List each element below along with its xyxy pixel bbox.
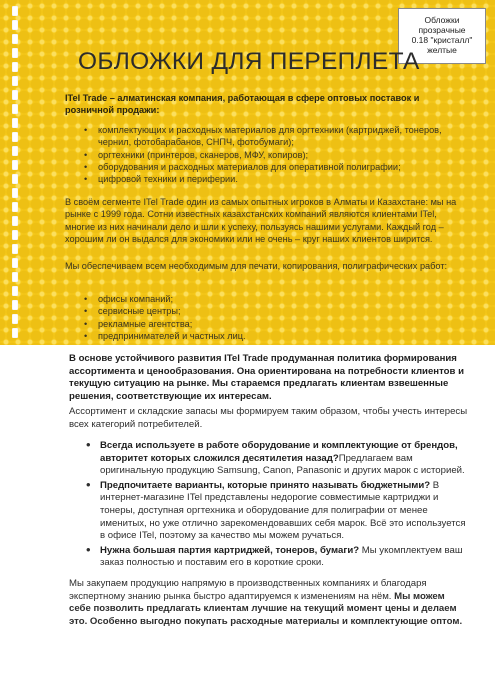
- benefit-question: Нужна большая партия картриджей, тонеров, бумаги?: [100, 544, 360, 556]
- benefit-question: Предпочитаете варианты, которые принято называть бюджетными?: [100, 479, 431, 491]
- sticker-line-2: прозрачные: [418, 25, 466, 35]
- sticker-line-1: Обложки: [424, 15, 460, 25]
- binding-hole: [12, 202, 18, 212]
- binding-hole: [12, 160, 18, 170]
- binding-hole: [12, 230, 18, 240]
- binding-hole: [12, 188, 18, 198]
- benefit-answer: Мы укомплектуем ваш заказ полностью и поставим его в короткие сроки.: [100, 544, 463, 569]
- sticker-line-4: желтые: [427, 45, 457, 55]
- list-item: [86, 440, 468, 478]
- closing-paragraph: [69, 578, 469, 628]
- binding-hole: [12, 90, 18, 100]
- benefit-question: Всегда используете в работе оборудование и комплектующие от брендов, авторитет которых сложился десятилетия назад?: [100, 440, 458, 464]
- binding-hole: [12, 34, 18, 44]
- binding-hole: [12, 20, 18, 30]
- assortment-paragraph: Ассортимент и складские запасы мы формируем таким образом, чтобы учесть интересы всех категорий потребителей.: [69, 406, 468, 430]
- benefits-list: [86, 440, 468, 572]
- list-item: [86, 545, 468, 570]
- binding-hole: [12, 146, 18, 156]
- binding-hole: [12, 76, 18, 86]
- binding-hole: [12, 286, 18, 296]
- segment-paragraph: В своём сегменте ITel Trade один из самых опытных игроков в Алматы и Казахстане: мы на рынке с 1999 года. Сотни известных казахстанских компаний являются клиентами ITel, многие из них начинали дело и шли к успеху, пользуясь нашими услугами. Каждый год – хорошим ли он выдался для экономики или не очень – круг наших клиентов ширится.: [65, 197, 457, 244]
- binding-hole: [12, 272, 18, 282]
- list-item: • сервисные центры;: [84, 305, 464, 317]
- intro-paragraph: [65, 92, 465, 117]
- binding-hole: [12, 6, 18, 16]
- binding-hole: [12, 104, 18, 114]
- list-item: • комплектующих и расходных материалов для оргтехники (картриджей, тонеров, чернил, фотобарабанов, СНПЧ, фотобумаги);: [84, 124, 464, 149]
- binding-holes: [12, 6, 19, 346]
- provide-list: [84, 293, 464, 342]
- list-item: • офисы компаний;: [84, 293, 464, 305]
- sticker-line-3: 0.18 "кристалл": [411, 35, 473, 45]
- closing-text: Мы закупаем продукцию напрямую в производственных компаниях и благодаря экспертному знанию рынка быстро адаптируемся к изменениям на нём.: [69, 578, 427, 602]
- binding-hole: [12, 300, 18, 310]
- binding-hole: [12, 258, 18, 268]
- benefit-answer: Предлагаем вам оригинальную продукцию Samsung, Canon, Panasonic и других марок с историей.: [100, 452, 465, 477]
- list-item: • оргтехники (принтеров, сканеров, МФУ, копиров);: [84, 149, 464, 161]
- closing-bold-text: Мы можем себе позволить предлагать клиентам лучшие на текущий момент цены и делаем это. Особенно выгодно покупать расходные материалы и комплектующие оптом.: [69, 590, 463, 627]
- binding-hole: [12, 328, 18, 338]
- intro-list: [84, 124, 464, 185]
- binding-hole: [12, 118, 18, 128]
- list-item: [86, 480, 468, 543]
- policy-paragraph: В основе устойчивого развития ITel Trade продуманная политика формирования ассортимента и ценообразования. Она ориентирована на потребности клиентов и текущую ситуацию на рынке. Мы стараемся предлагать клиентам взвешенные решения, соответствующие их интересам.: [69, 353, 464, 402]
- binding-hole: [12, 244, 18, 254]
- page-title: ОБЛОЖКИ ДЛЯ ПЕРЕПЛЕТА: [78, 48, 420, 75]
- benefit-answer: В интернет-магазине ITel представлены недорогие совместимые картриджи и тонеры, доступная оргтехника и оборудование для полиграфии от менее именитых, но уже отлично зарекомендовавших себя марок. Всё это используется в офисе ITel, поэтому за качество мы можем ручаться.: [100, 479, 466, 542]
- binding-hole: [12, 132, 18, 142]
- binding-hole: [12, 216, 18, 226]
- list-item: • оборудования и расходных материалов для оперативной полиграфии;: [84, 161, 464, 173]
- intro-bold-text: ITel Trade – алматинская компания, работающая в сфере оптовых поставок и розничной продажи:: [65, 93, 420, 116]
- binding-hole: [12, 314, 18, 324]
- list-item: • предпринимателей и частных лиц.: [84, 330, 464, 342]
- list-item: • рекламные агентства;: [84, 318, 464, 330]
- provide-paragraph: Мы обеспечиваем всем необходимым для печати, копирования, полиграфических работ:: [65, 261, 448, 271]
- binding-hole: [12, 174, 18, 184]
- list-item: • цифровой техники и периферии.: [84, 173, 464, 185]
- binding-hole: [12, 62, 18, 72]
- binding-hole: [12, 48, 18, 58]
